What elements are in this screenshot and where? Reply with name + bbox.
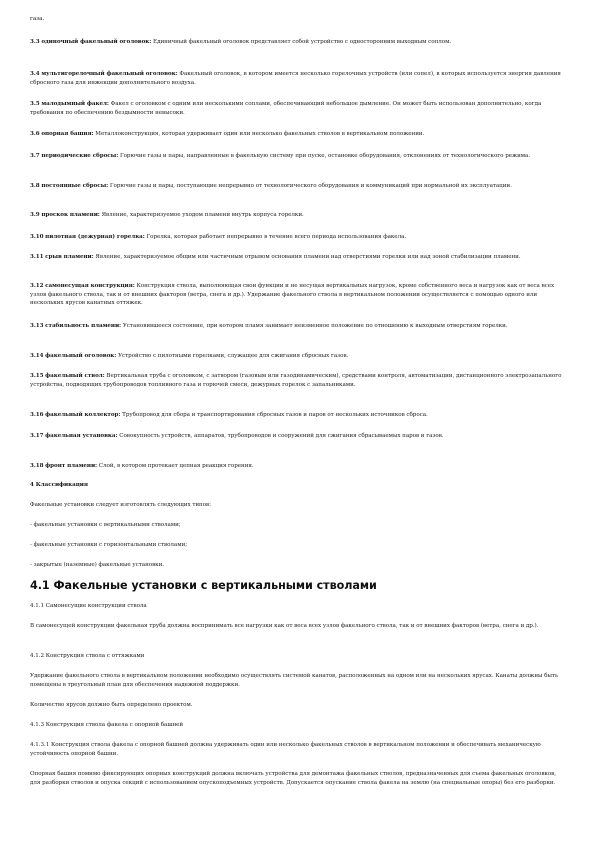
definition-3-3: 3.3 одиночный факельный оголовок: Единичный факельный оголовок представляет собой устройство с односторонним выходным соплом. <box>30 39 452 45</box>
definition-3-9: 3.9 проскок пламени: Явление, характеризуемое уходом пламени внутрь корпуса горелки. <box>30 212 304 218</box>
paragraph: Факельные установки следует изготовлять следующих типов: <box>30 502 211 508</box>
list-item: - закрытые (наземные) факельные установки. <box>30 562 165 568</box>
definition-3-15: 3.15 факельный ствол: Вертикальная труба с оголовком, с затвором (газовым или газодинамическим), средствами контроля, автоматизации, дистанционного электрозапального устройства, подводящих трубопроводов топливного газа и горючей смеси, дежурных горелок с запальниками. <box>30 373 562 388</box>
paragraph: В самонесущей конструкции факельная труба должна воспринимать все нагрузки как от веса всех узлов факельного ствола, так и от внешних факторов (ветра, снега и др.). <box>30 623 539 629</box>
definition-3-6: 3.6 опорная башня: Металлоконструкция, которая удерживает один или несколько факельных стволов в вертикальном положении. <box>30 131 425 137</box>
paragraph: 4.1.3.1 Конструкция ствола факела с опорной башней должна удерживать один или несколько факельных стволов в вертикальном положении и обеспечивать механическую устойчивость опорной башни. <box>30 742 541 757</box>
definition-3-8: 3.8 постоянные сбросы: Горючие газы и пары, поступающие непрерывно от технологического оборудования и коммуникаций при нормальной их эксплуатации. <box>30 183 512 189</box>
list-item: - факельные установки с вертикальными стволами; <box>30 522 181 528</box>
definition-3-13: 3.13 стабильность пламени: Установившееся состояние, при котором пламя занимает неизменное положение по отношению к выходным отверстиям горелки. <box>30 323 508 329</box>
definition-3-18: 3.18 фронт пламени: Слой, в котором протекает цепная реакция горения. <box>30 463 254 469</box>
paragraph: газа. <box>30 16 45 22</box>
paragraph: Опорная башня помимо фиксирующих опорных конструкций должна включать устройства для демонтажа факельных стволов, предназначенных для съема факельных оголовков, для разборки стволов и опуска секций с использованием опускоподъемных устройств. Допускается опускание ствола факела на землю (на специальные опоры) без его разборки. <box>30 771 557 786</box>
subsection-title: 4.1.1 Самонесущие конструкции ствола <box>30 603 147 609</box>
definition-3-12: 3.12 самонесущая конструкция: Конструкция ствола, выполняющая свои функции и не несущая вертикальных нагрузок, кроме собственного веса и нагрузок как от веса всех узлов факельного ствола, так и от внешних факторов (ветра, снега и др.). Удержание факельного ствола в вертикальном положении осуществляется с помощью одного или нескольких ярусов канатных оттяжек. <box>30 283 555 307</box>
paragraph: Количество ярусов должно быть определено проектом. <box>30 702 193 708</box>
subsection-title: 4.1.2 Конструкция ствола с оттяжками <box>30 653 145 659</box>
definition-3-11: 3.11 срыв пламени: Явление, характеризуемое общим или частичным отрывом основания пламени над отверстиями горелки или над зоной стабилизации пламени. <box>30 254 521 260</box>
definition-3-7: 3.7 периодические сбросы: Горючие газы и пары, направленные в факельную систему при пуске, остановке оборудования, отклонениях от технологического режима. <box>30 153 531 159</box>
definition-3-5: 3.5 малодымный факел: Факел с оголовком с одним или несколькими соплами, обеспечивающий небольшое дымление. Он может быть использован дополнительно, когда требования по обеспечению бездымности невысоки. <box>30 101 542 116</box>
definition-3-17: 3.17 факельная установка: Совокупность устройств, аппаратов, трубопроводов и сооружений для сжигания сбрасываемых паров и газов. <box>30 433 444 439</box>
definition-3-4: 3.4 мультигорелочный факельный оголовок: Факельный оголовок, в котором имеется несколько горелочных устройств (или сопел), в которых используется энергия давления сбросного газа для инжекции дополнительного воздуха. <box>30 71 561 86</box>
subsection-title: 4.1.3 Конструкция ствола факела с опорной башней <box>30 722 184 728</box>
section-heading: 4.1 Факельные установки с вертикальными стволами <box>30 579 377 592</box>
definition-3-14: 3.14 факельный оголовок: Устройство с пилотными горелками, служащее для сжигания сбросных газов. <box>30 353 349 359</box>
list-item: - факельные установки с горизонтальными стволами; <box>30 542 188 548</box>
definition-3-10: 3.10 пилотная (дежурная) горелка: Горелка, которая работает непрерывно в течение всего периода использования факела. <box>30 234 407 240</box>
section-title: 4 Классификация <box>30 482 88 488</box>
paragraph: Удержание факельного ствола в вертикальном положении необходимо осуществлять системой канатов, расположенных на одном или на нескольких ярусах. Канаты должны быть помещены в треугольный план для обеспечения надежной поддержки. <box>30 673 558 688</box>
definition-3-16: 3.16 факельный коллектор: Трубопровод для сбора и транспортирования сбросных газов и паров от нескольких источников сброса. <box>30 412 428 418</box>
